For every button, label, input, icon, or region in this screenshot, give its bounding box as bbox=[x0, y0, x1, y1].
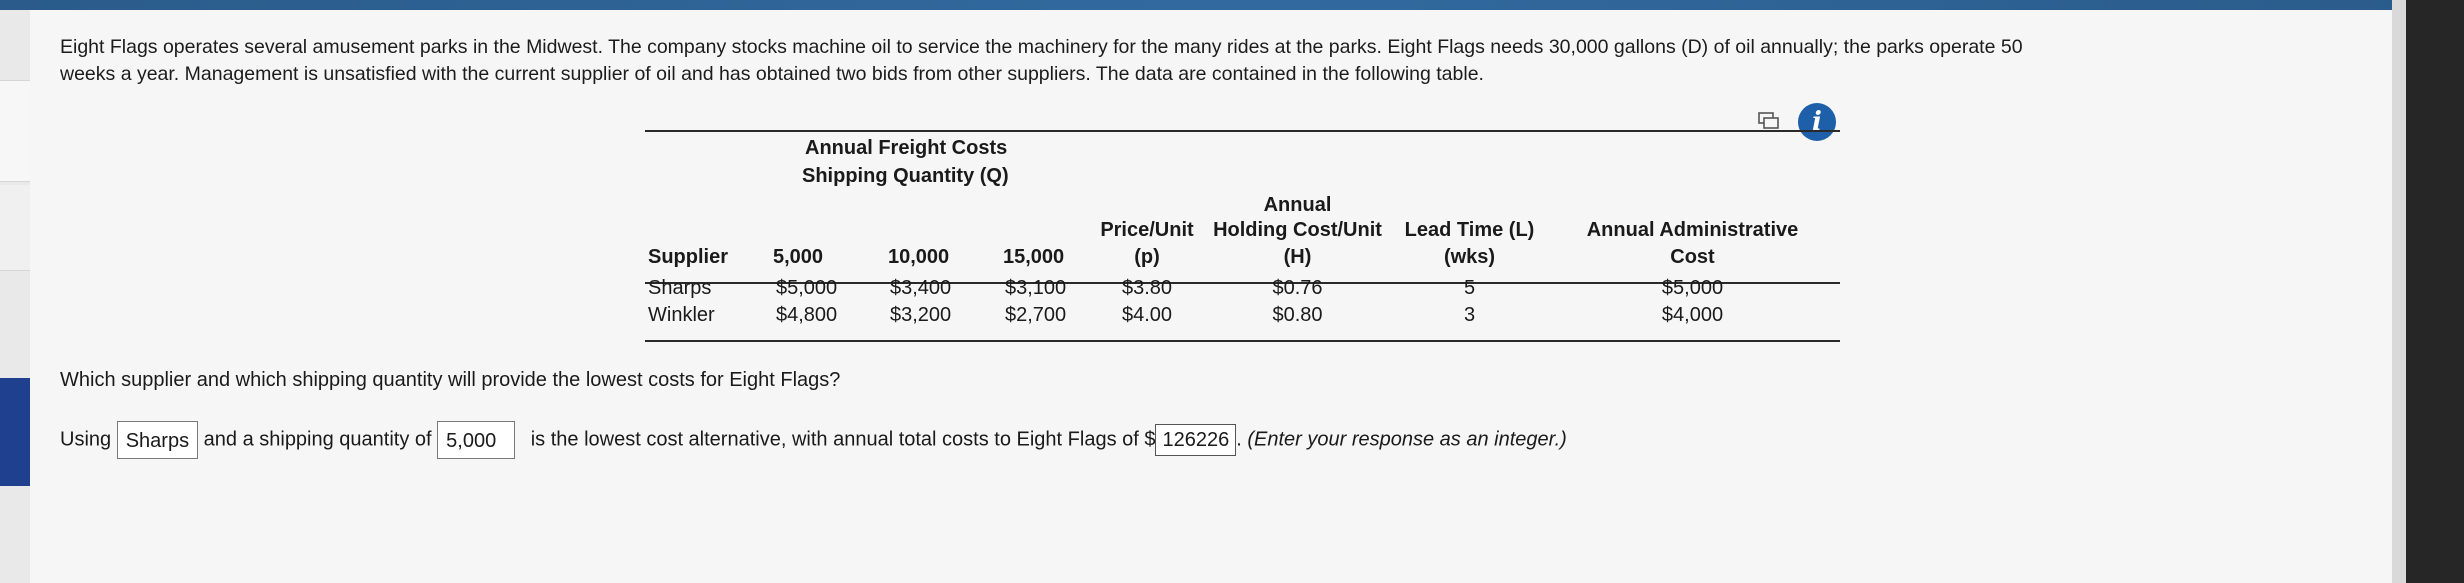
question-text: Which supplier and which shipping quantity will provide the lowest costs for Eight Flags? bbox=[60, 369, 841, 391]
cell-price: $3.80 bbox=[1121, 277, 1173, 299]
col-header-holding-line2: Holding Cost/Unit bbox=[1213, 219, 1382, 241]
cell-holding: $0.76 bbox=[1272, 277, 1323, 299]
problem-statement bbox=[60, 34, 2350, 88]
col-header-lead-line1: Lead Time (L) bbox=[1404, 219, 1535, 241]
col-header-supplier: Supplier bbox=[648, 246, 729, 268]
problem-line-1: Eight Flags operates several amusement parks in the Midwest. The company stocks machine oil to service the machinery for the many rides at the parks. Eight Flags needs 30,000 gallons (D) of oil annually; the parks operate 50 bbox=[60, 36, 2023, 58]
cell-q15000: $2,700 bbox=[1005, 304, 1067, 326]
cell-supplier: Sharps bbox=[648, 277, 712, 299]
problem-line-2: weeks a year. Management is unsatisfied with the current supplier of oil and has obtained two bids from other suppliers. The data are contained in the following table. bbox=[60, 63, 1484, 85]
left-rail-tab[interactable] bbox=[0, 80, 30, 182]
left-rail bbox=[0, 10, 30, 583]
answer-hint: (Enter your response as an integer.) bbox=[1247, 428, 1567, 451]
cell-q5000: $5,000 bbox=[776, 277, 838, 299]
answer-text-2: is the lowest cost alternative, with annual total costs to Eight Flags of $ bbox=[530, 428, 1156, 451]
table-bottom-rule bbox=[645, 340, 1840, 342]
cell-admin: $5,000 bbox=[1661, 277, 1724, 299]
right-edge bbox=[2392, 0, 2464, 583]
quantity-answer-field[interactable]: 5,000 bbox=[437, 421, 515, 459]
left-active-tab[interactable] bbox=[0, 378, 30, 486]
cell-lead: 5 bbox=[1463, 277, 1476, 299]
col-header-q15000: 15,000 bbox=[1003, 246, 1065, 268]
col-header-price-line1: Price/Unit bbox=[1100, 219, 1194, 241]
col-header-q5000: 5,000 bbox=[773, 246, 824, 268]
col-header-holding-line1: Annual bbox=[1263, 194, 1332, 216]
col-header-q10000: 10,000 bbox=[888, 246, 950, 268]
cell-supplier: Winkler bbox=[648, 304, 715, 326]
top-accent-bar bbox=[0, 0, 2464, 10]
answer-text-1: and a shipping quantity of bbox=[203, 428, 432, 451]
cell-q15000: $3,100 bbox=[1005, 277, 1067, 299]
cell-price: $4.00 bbox=[1121, 304, 1173, 326]
answer-suffix: . bbox=[1236, 428, 1242, 451]
copy-icon-graphic bbox=[1758, 112, 1780, 130]
cell-lead: 3 bbox=[1463, 304, 1476, 326]
cell-holding: $0.80 bbox=[1272, 304, 1323, 326]
total-cost-answer-field[interactable]: 126226 bbox=[1155, 424, 1236, 456]
cell-admin: $4,000 bbox=[1661, 304, 1724, 326]
cell-q10000: $3,400 bbox=[890, 277, 952, 299]
question-panel bbox=[30, 10, 2392, 583]
group-header-freight: Annual Freight Costs bbox=[805, 137, 1008, 159]
col-header-admin-line1: Annual Administrative bbox=[1586, 219, 1799, 241]
answer-sentence bbox=[60, 418, 1567, 461]
col-header-lead-line2: (wks) bbox=[1443, 246, 1496, 268]
col-header-admin-line2: Cost bbox=[1670, 246, 1715, 268]
left-rail-tab[interactable] bbox=[0, 185, 30, 271]
cell-q5000: $4,800 bbox=[776, 304, 838, 326]
col-header-price-line2: (p) bbox=[1134, 246, 1160, 268]
cell-q10000: $3,200 bbox=[890, 304, 952, 326]
col-header-holding-line3: (H) bbox=[1283, 246, 1312, 268]
table-top-rule bbox=[645, 130, 1840, 132]
copy-icon[interactable] bbox=[1758, 112, 1780, 130]
scrollbar[interactable] bbox=[2392, 0, 2406, 583]
answer-prefix: Using bbox=[60, 428, 112, 451]
supplier-answer-field[interactable]: Sharps bbox=[117, 421, 198, 459]
info-icon[interactable]: i bbox=[1798, 103, 1836, 141]
group-header-quantity: Shipping Quantity (Q) bbox=[802, 165, 1009, 187]
